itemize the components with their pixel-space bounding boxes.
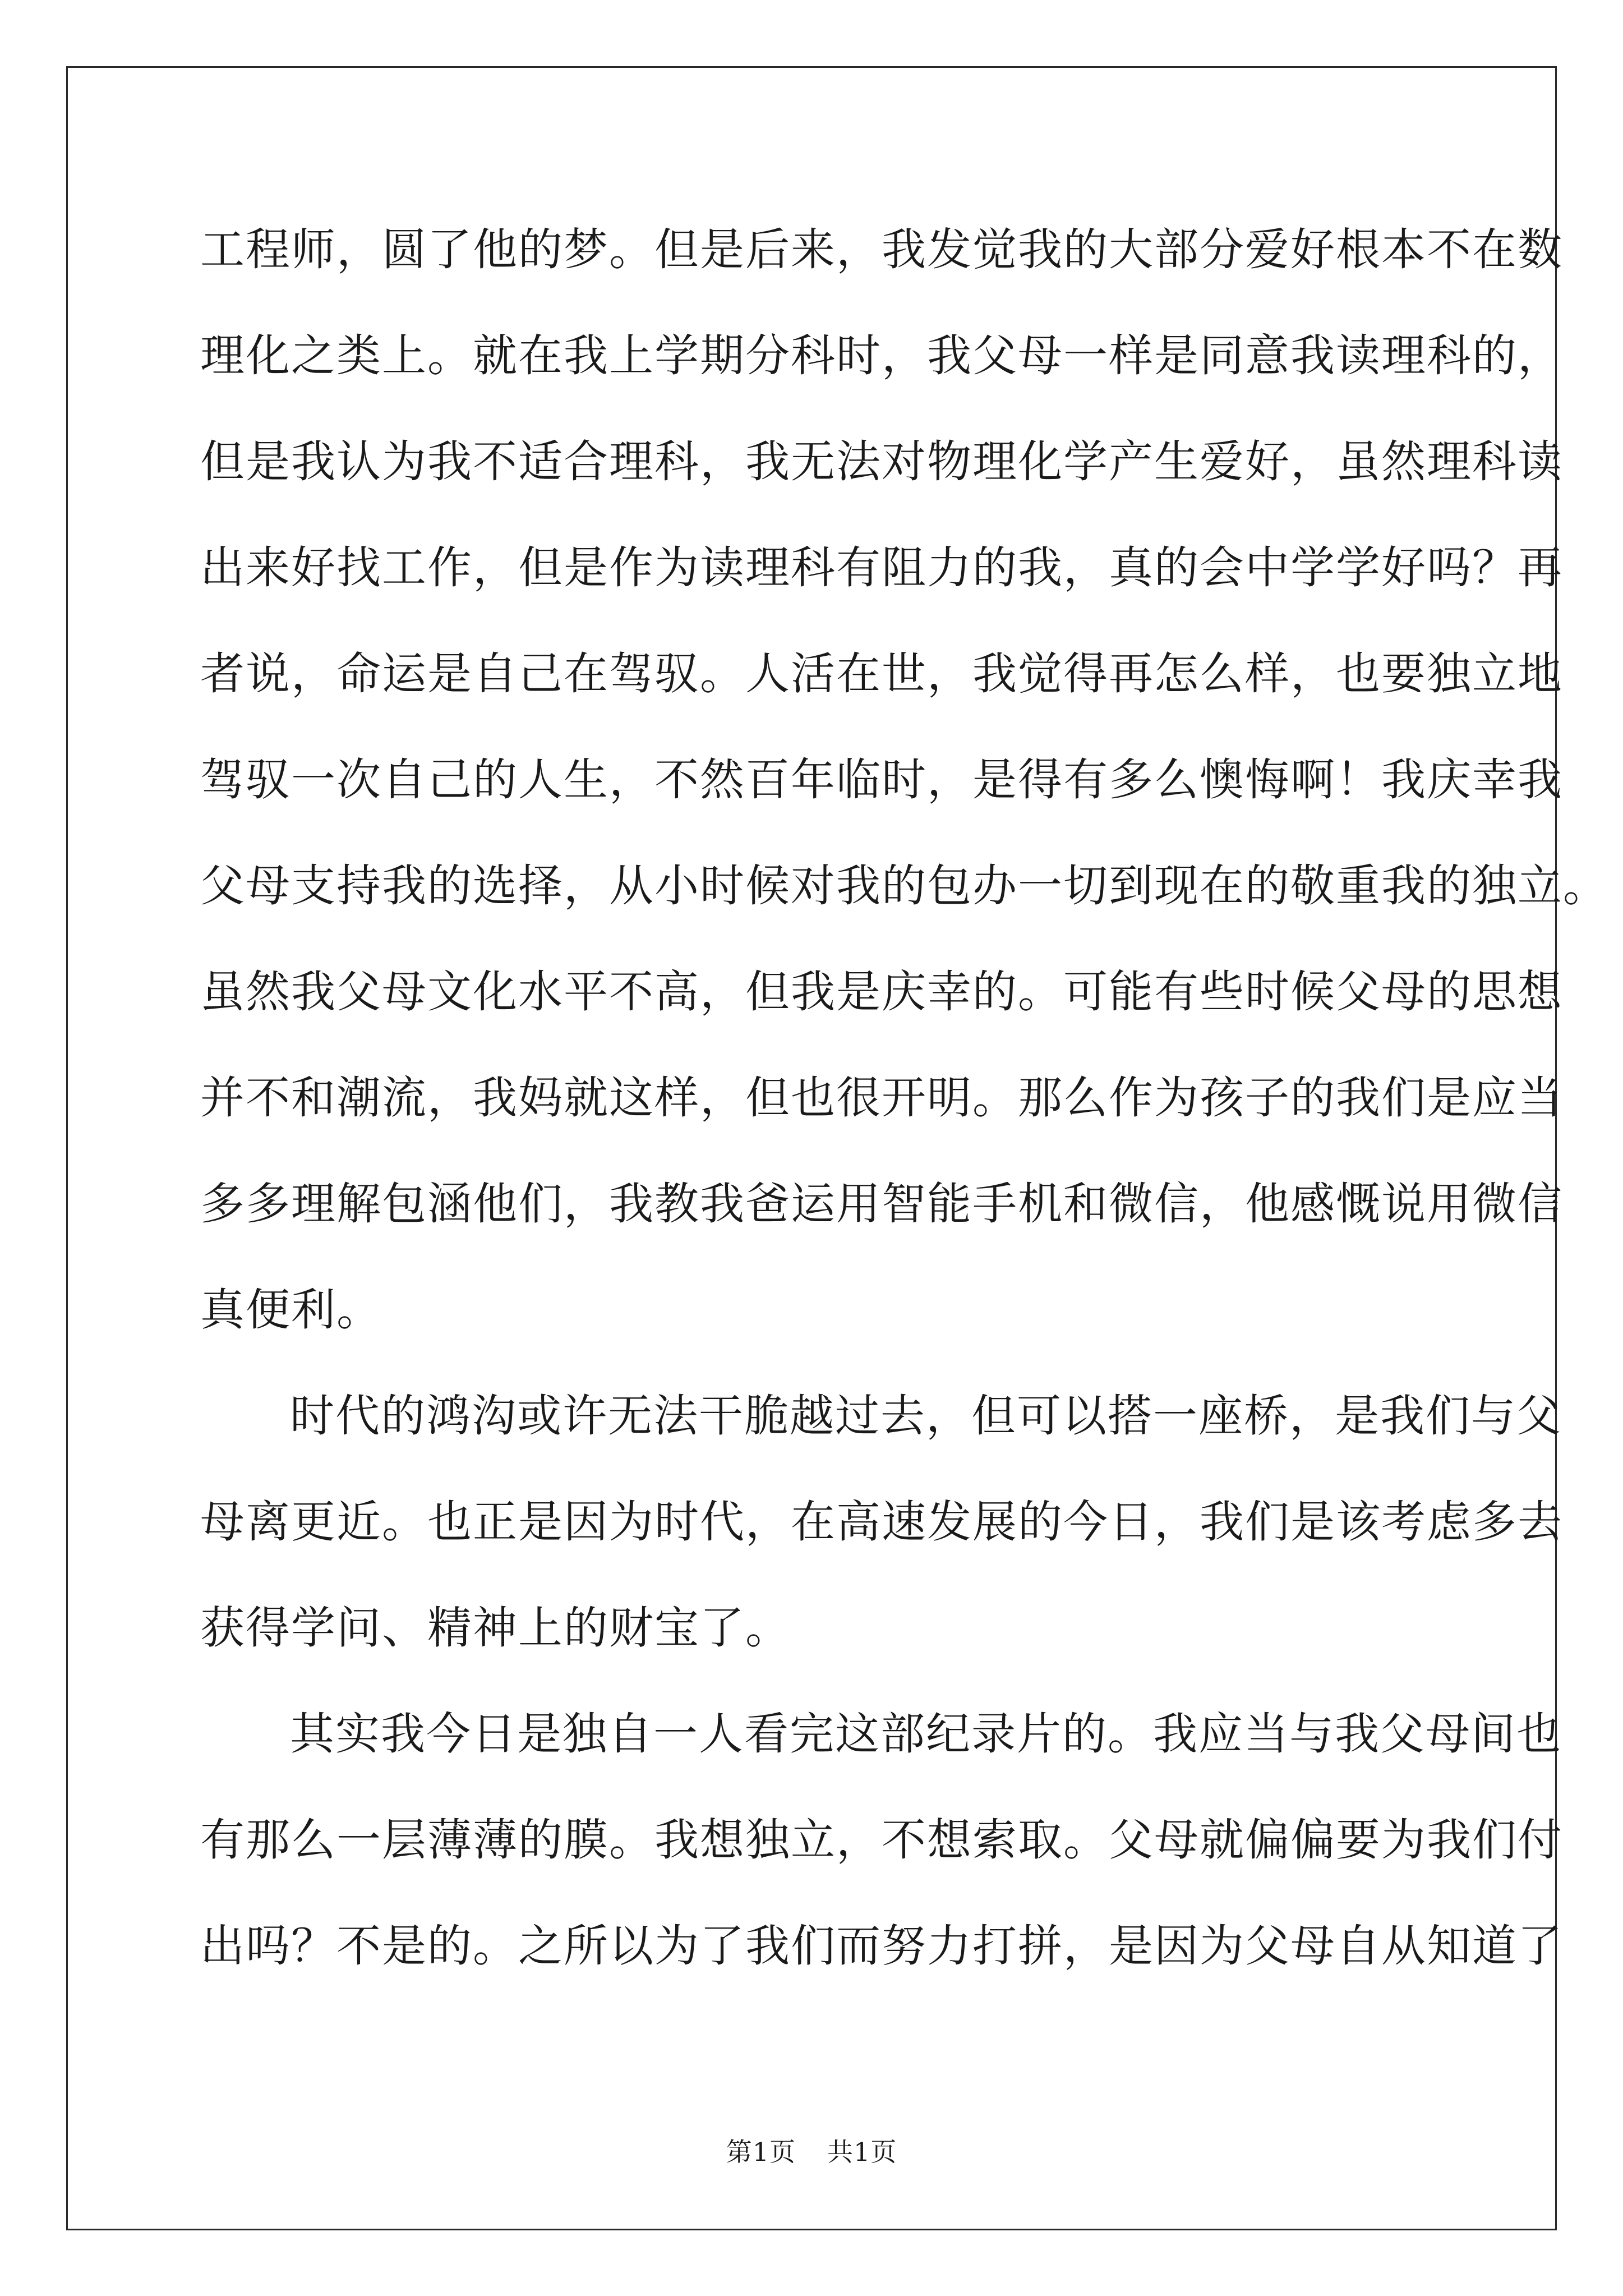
text-line-12: 时代的鸿沟或许无法干脆越过去，但可以搭一座桥，是我们与父 [290, 1390, 1562, 1442]
text-line-3: 但是我认为我不适合理科，我无法对物理化学产生爱好，虽然理科读 [200, 436, 1563, 487]
text-line-9: 并不和潮流，我妈就这样，但也很开明。那么作为孩子的我们是应当 [200, 1072, 1563, 1124]
text-line-11: 真便利。 [200, 1284, 382, 1336]
text-line-16: 有那么一层薄薄的膜。我想独立，不想索取。父母就偏偏要为我们付 [200, 1814, 1563, 1866]
page-number: 第1页 [726, 2137, 796, 2167]
text-line-6: 驾驭一次自己的人生，不然百年临时，是得有多么懊悔啊！我庆幸我 [200, 754, 1563, 806]
text-line-10: 多多理解包涵他们，我教我爸运用智能手机和微信，他感慨说用微信 [200, 1178, 1563, 1230]
text-line-5: 者说，命运是自己在驾驭。人活在世，我觉得再怎么样，也要独立地 [200, 648, 1563, 700]
text-line-4: 出来好找工作，但是作为读理科有阻力的我，真的会中学学好吗？再 [200, 542, 1563, 593]
text-line-7: 父母支持我的选择，从小时候对我的包办一切到现在的敬重我的独立。 [200, 860, 1608, 912]
text-line-13: 母离更近。也正是因为时代，在高速发展的今日，我们是该考虑多去 [200, 1496, 1563, 1548]
text-line-15: 其实我今日是独自一人看完这部纪录片的。我应当与我父母间也 [290, 1708, 1562, 1760]
document-body [200, 222, 1608, 2024]
text-line-8: 虽然我父母文化水平不高，但我是庆幸的。可能有些时候父母的思想 [200, 966, 1563, 1018]
text-line-2: 理化之类上。就在我上学期分科时，我父母一样是同意我读理科的， [200, 330, 1563, 381]
page-total: 共1页 [827, 2137, 897, 2167]
text-line-1: 工程师，圆了他的梦。但是后来，我发觉我的大部分爱好根本不在数 [200, 224, 1563, 275]
text-line-14: 获得学问、精神上的财宝了。 [200, 1602, 791, 1654]
page-footer [0, 2132, 1623, 2169]
text-line-17: 出吗？不是的。之所以为了我们而努力打拼，是因为父母自从知道了 [200, 1920, 1563, 1972]
